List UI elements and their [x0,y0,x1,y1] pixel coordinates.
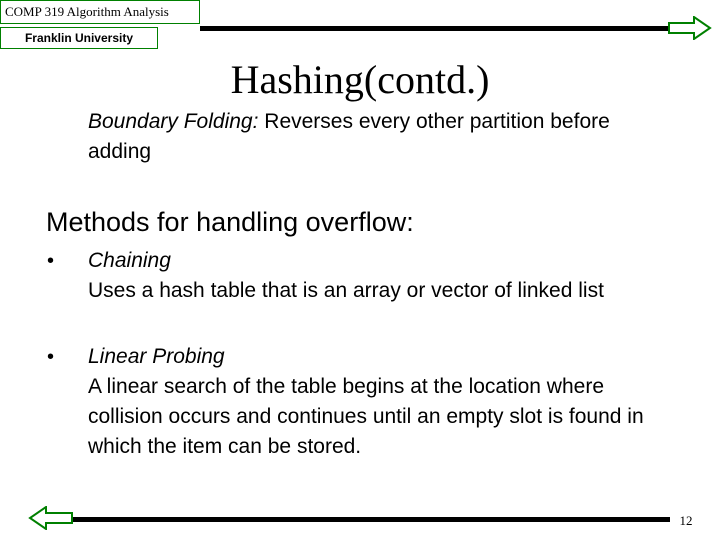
bullet-linear-probing: • [47,346,55,368]
bullet-chaining: • [47,250,55,272]
overflow-heading: Methods for handling overflow: [46,207,414,237]
linear-probing-description: A linear search of the table begins at the location where collision occurs and continues until an empty slot is found in which the item can be stored. [88,375,644,458]
left-arrow-icon[interactable] [28,506,74,530]
chaining-description: Uses a hash table that is an array or vector of linked list [88,279,604,302]
top-divider [200,26,670,31]
bottom-divider [72,517,670,522]
page-number: 12 [679,513,693,528]
folding-description: Reverses every other partition before adding [88,110,610,163]
university-label: Franklin University [0,27,158,49]
chaining-title: Chaining [88,249,171,272]
linear-probing-title: Linear Probing [88,345,225,368]
slide-title: Hashing(contd.) [230,57,490,102]
right-arrow-icon[interactable] [668,16,712,40]
boundary-folding-text [88,107,648,167]
list-item-linear-probing [88,342,648,462]
list-item-chaining [88,246,648,306]
course-label: COMP 319 Algorithm Analysis [0,0,200,24]
folding-label: Boundary Folding: [88,110,259,133]
